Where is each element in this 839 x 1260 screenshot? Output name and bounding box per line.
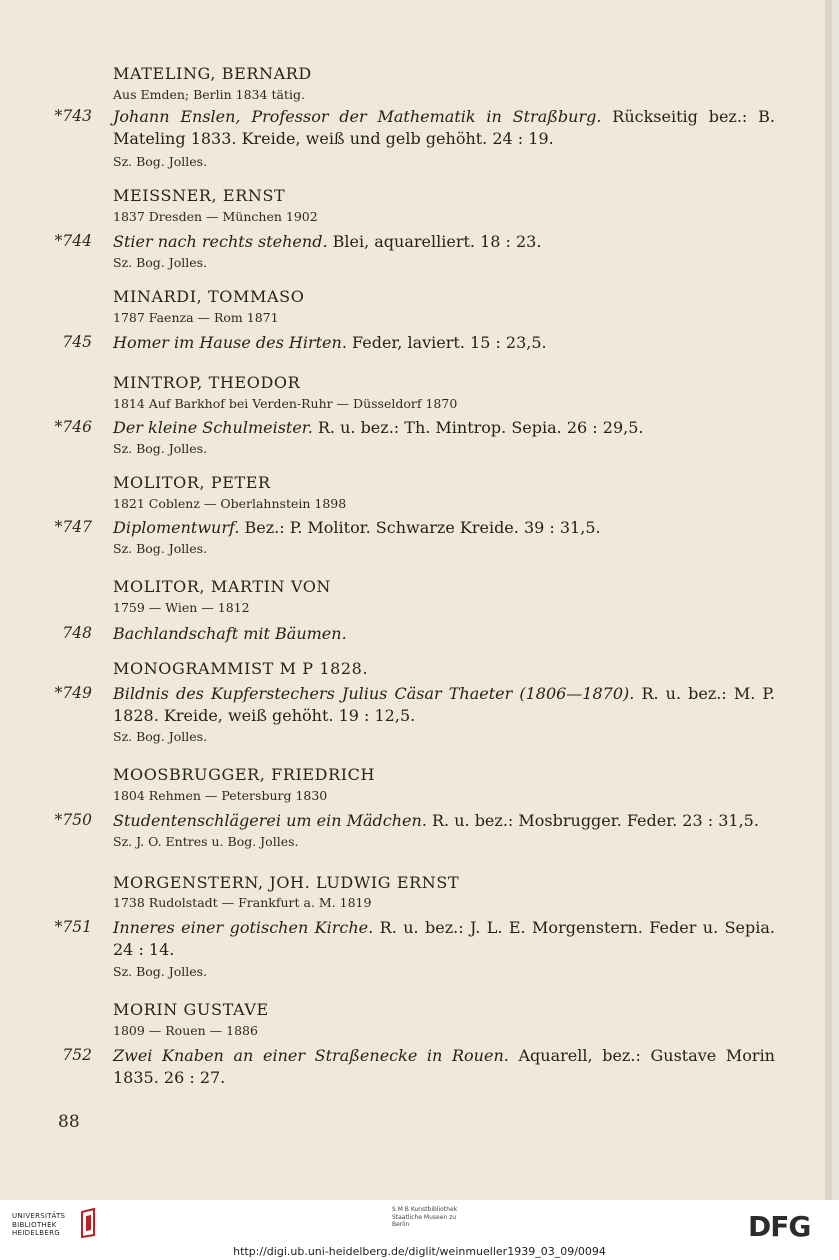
lot-description: Aquarell, bez.: Gustave Morin 1835. 26 : 27. [113, 1046, 775, 1087]
lot-description: Rückseitig bez.: B. Mateling 1833. Kreide, weiß und gelb gehöht. 24 : 19. [113, 107, 776, 148]
page-edge [825, 0, 832, 1200]
lot-entry [113, 417, 775, 439]
lot-number: *747 [54, 518, 92, 536]
artist-life: 1787 Faenza — Rom 1871 [113, 310, 279, 325]
lot-provenance: Sz. Bog. Jolles. [113, 964, 208, 979]
lot-title: Johann Enslen, Professor der Mathematik in Straßburg. [113, 107, 602, 126]
lot-entry [113, 332, 775, 354]
artist-life: 1809 — Rouen — 1886 [113, 1023, 258, 1038]
lot-title: Zwei Knaben an einer Straßenecke in Rouen. [113, 1046, 509, 1065]
lot-entry [113, 106, 775, 150]
lot-number: *751 [54, 918, 92, 936]
lot-title: Stier nach rechts stehend. [113, 232, 328, 251]
artist-name: MOOSBRUGGER, FRIEDRICH [113, 765, 376, 784]
lot-provenance: Sz. Bog. Jolles. [113, 441, 208, 456]
lot-title: Diplomentwurf. [113, 518, 240, 537]
artist-life: 1821 Coblenz — Oberlahnstein 1898 [113, 496, 347, 511]
lot-description: R. u. bez.: Th. Mintrop. Sepia. 26 : 29,5. [312, 418, 644, 437]
artist-life: 1804 Rehmen — Petersburg 1830 [113, 788, 328, 803]
artist-name: MONOGRAMMIST M P 1828. [113, 659, 369, 678]
lot-description: R. u. bez.: M. P. 1828. Kreide, weiß gehöht. 19 : 12,5. [113, 684, 775, 725]
lot-description: Bez.: P. Molitor. Schwarze Kreide. 39 : 31,5. [239, 518, 601, 537]
artist-name: MORGENSTERN, JOH. LUDWIG ERNST [113, 873, 460, 892]
lot-description: Blei, aquarelliert. 18 : 23. [327, 232, 542, 251]
lot-title: Bachlandschaft mit Bäumen. [113, 624, 347, 643]
lot-number: *750 [54, 811, 92, 829]
lot-entry [113, 810, 775, 832]
lot-number: 748 [62, 624, 92, 642]
artist-name: MINARDI, TOMMASO [113, 287, 305, 306]
lot-number: *744 [54, 232, 92, 250]
lot-entry [113, 1045, 775, 1089]
lot-entry [113, 231, 775, 253]
lot-description: Feder, laviert. 15 : 23,5. [346, 333, 547, 352]
university-library-logo[interactable]: UNIVERSITÄTS BIBLIOTHEK HEIDELBERG [12, 1212, 66, 1237]
lot-provenance: Sz. Bog. Jolles. [113, 541, 208, 556]
artist-life: Aus Emden; Berlin 1834 tätig. [113, 87, 305, 102]
lot-number: 745 [62, 333, 92, 351]
artist-name: MINTROP, THEODOR [113, 373, 301, 392]
lot-provenance: Sz. Bog. Jolles. [113, 154, 208, 169]
lot-entry [113, 517, 775, 539]
artist-name: MOLITOR, MARTIN VON [113, 577, 332, 596]
library-emblem-icon [78, 1208, 100, 1238]
lot-provenance: Sz. Bog. Jolles. [113, 255, 208, 270]
lot-number: *746 [54, 418, 92, 436]
lot-title: Studentenschlägerei um ein Mädchen. [113, 811, 427, 830]
artist-name: MEISSNER, ERNST [113, 186, 286, 205]
artist-name: MOLITOR, PETER [113, 473, 271, 492]
lot-entry [113, 683, 775, 727]
lot-entry [113, 917, 775, 961]
lot-provenance: Sz. Bog. Jolles. [113, 729, 208, 744]
lot-title: Homer im Hause des Hirten. [113, 333, 347, 352]
lot-description: R. u. bez.: J. L. E. Morgenstern. Feder u. Sepia. 24 : 14. [113, 918, 776, 959]
dfg-logo[interactable]: DFG [748, 1210, 811, 1243]
source-url[interactable]: http://digi.ub.uni-heidelberg.de/diglit/weinmueller1939_03_09/0094 [233, 1245, 606, 1258]
artist-name: MATELING, BERNARD [113, 64, 312, 83]
lot-title: Der kleine Schulmeister. [113, 418, 313, 437]
lot-number: 752 [62, 1046, 92, 1064]
artist-name: MORIN GUSTAVE [113, 1000, 269, 1019]
lot-title: Bildnis des Kupferstechers Julius Cäsar Thaeter (1806—1870). [113, 684, 635, 703]
lot-entry [113, 623, 775, 645]
artist-life: 1814 Auf Barkhof bei Verden-Ruhr — Düsseldorf 1870 [113, 396, 458, 411]
lot-title: Inneres einer gotischen Kirche. [113, 918, 374, 937]
page-number: 88 [58, 1112, 80, 1132]
lot-number: *743 [54, 107, 92, 125]
artist-life: 1837 Dresden — München 1902 [113, 209, 318, 224]
artist-life: 1759 — Wien — 1812 [113, 600, 250, 615]
state-museums-logo[interactable]: S M B Kunstbibliothek Staatliche Museen zu Berlin [392, 1206, 458, 1228]
lot-description: R. u. bez.: Mosbrugger. Feder. 23 : 31,5. [426, 811, 759, 830]
lot-number: *749 [54, 684, 92, 702]
artist-life: 1738 Rudolstadt — Frankfurt a. M. 1819 [113, 895, 372, 910]
lot-provenance: Sz. J. O. Entres u. Bog. Jolles. [113, 834, 299, 849]
